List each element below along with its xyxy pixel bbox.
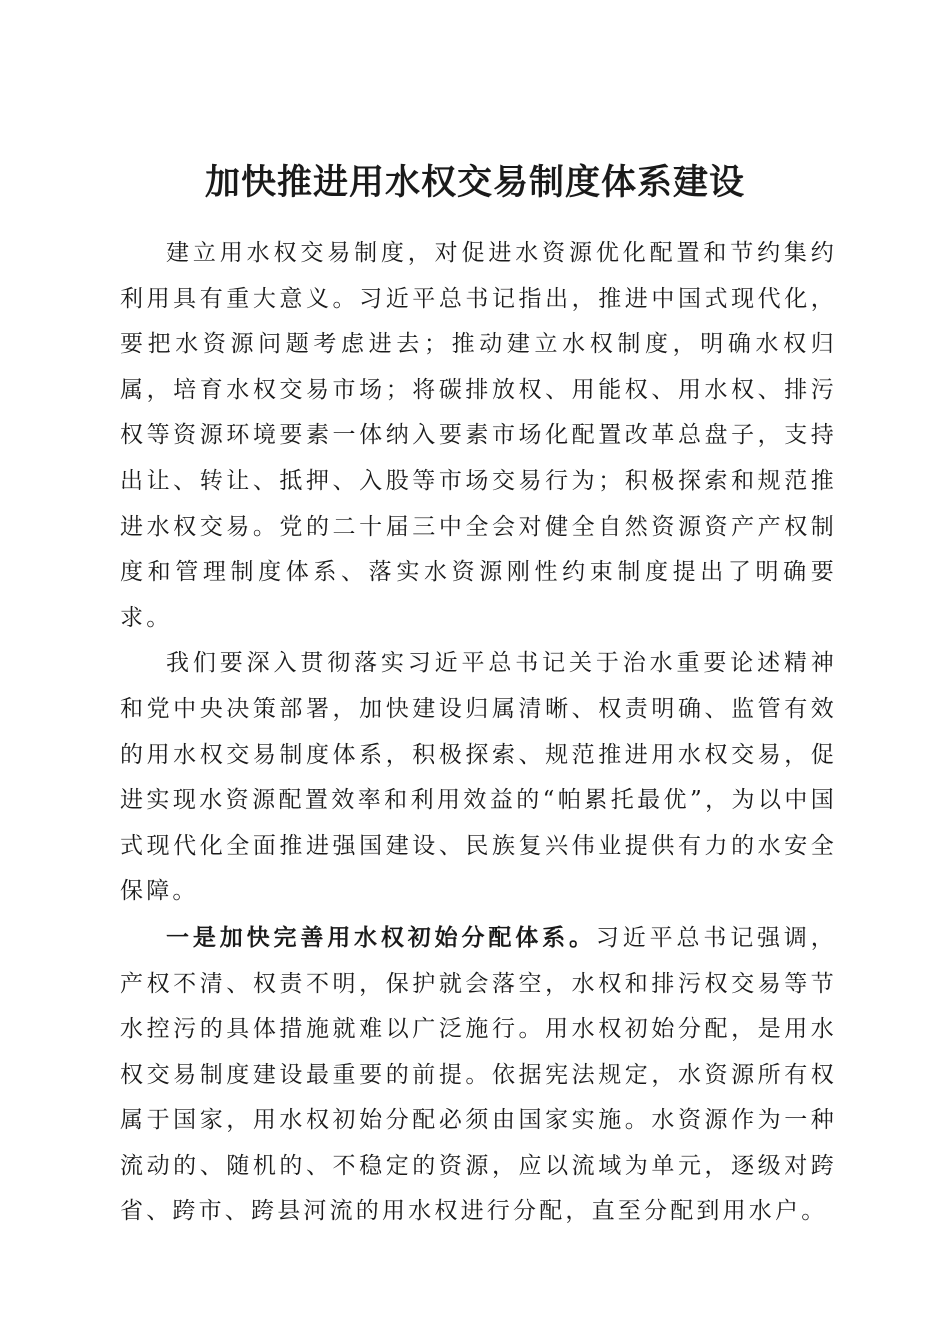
page-title: 加快推进用水权交易制度体系建设 <box>204 162 745 204</box>
document-body <box>120 231 837 1235</box>
paragraph-allocation-lead: 一是加快完善用水权初始分配体系。 <box>166 923 596 951</box>
paragraph-allocation <box>120 915 837 1235</box>
paragraph-implementation-text: 我们要深入贯彻落实习近平总书记关于治水重要论述精神和党中央决策部署，加快建设归属清晰、权责明确、监管有效的用水权交易制度体系，积极探索、规范推进用水权交易，促进实现水资源配置效率和利用效益的“帕累托最优”，为以中国式现代化全面推进强国建设、民族复兴伟业提供有力的水安全保障。 <box>120 650 837 905</box>
paragraph-implementation <box>120 641 837 915</box>
paragraph-allocation-text: 习近平总书记强调，产权不清、权责不明，保护就会落空，水权和排污权交易等节水控污的具体措施就难以广泛施行。用水权初始分配，是用水权交易制度建设最重要的前提。依据宪法规定，水资源所有权属于国家，用水权初始分配必须由国家实施。水资源作为一种流动的、随机的、不稳定的资源，应以流域为单元，逐级对跨省、跨市、跨县河流的用水权进行分配，直至分配到用水户。 <box>120 924 837 1225</box>
paragraph-intro <box>120 231 837 641</box>
paragraph-intro-text: 建立用水权交易制度，对促进水资源优化配置和节约集约利用具有重大意义。习近平总书记指出，推进中国式现代化，要把水资源问题考虑进去；推动建立水权制度，明确水权归属，培育水权交易市场；将碳排放权、用能权、用水权、排污权等资源环境要素一体纳入要素市场化配置改革总盘子，支持出让、转让、抵押、入股等市场交易行为；积极探索和规范推进水权交易。党的二十届三中全会对健全自然资源资产产权制度和管理制度体系、落实水资源刚性约束制度提出了明确要求。 <box>120 240 837 631</box>
